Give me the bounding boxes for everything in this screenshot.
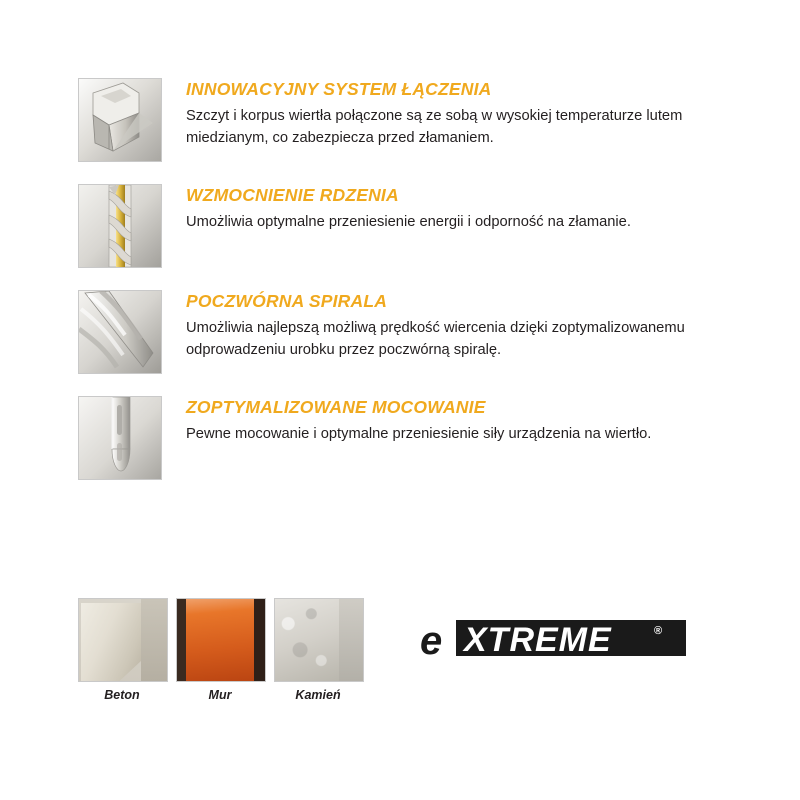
feature-text: Umożliwia optymalne przeniesienie energii i odporność na złamanie. (186, 214, 631, 231)
feature-thumbnail-wrap (78, 78, 160, 162)
material-label: Mur (208, 688, 232, 702)
feature-text: Szczyt i korpus wiertła połączone są ze sobą w wysokiej temperaturze lutem miedzianym, co zabezpiecza przed złamaniem. (186, 108, 683, 146)
feature-thumbnail-wrap (78, 290, 160, 374)
svg-text:®: ® (654, 625, 663, 637)
material-label: Beton (104, 688, 140, 702)
drill-flute-illustration (79, 291, 161, 373)
material-item-mur (176, 598, 264, 702)
stone-sample-image (274, 598, 364, 682)
material-list (78, 598, 372, 702)
drill-tip-illustration (79, 79, 161, 161)
drill-shank-icon (78, 396, 162, 480)
feature-item (0, 78, 800, 162)
feature-thumbnail-wrap (78, 184, 160, 268)
feature-body (186, 396, 800, 446)
drill-core-icon (78, 184, 162, 268)
material-item-beton (78, 598, 166, 702)
feature-body (186, 184, 800, 234)
extreme-logo (418, 614, 686, 666)
extreme-wordmark-icon (418, 614, 686, 666)
brick-sample-image (176, 598, 266, 682)
material-label: Kamień (295, 688, 341, 702)
drill-shank-illustration (79, 397, 161, 479)
feature-text: Pewne mocowanie i optymalne przeniesienie siły urządzenia na wiertło. (186, 426, 652, 443)
drill-flute-icon (78, 290, 162, 374)
feature-title: INNOWACYJNY SYSTEM ŁĄCZENIA (186, 79, 492, 99)
drill-core-illustration (79, 185, 161, 267)
feature-list (0, 78, 800, 502)
svg-text:XTREME: XTREME (464, 621, 612, 659)
feature-title: POCZWÓRNA SPIRALA (186, 291, 388, 311)
feature-item (0, 290, 800, 374)
material-item-kamien (274, 598, 362, 702)
svg-text:e: e (420, 619, 443, 663)
feature-item (0, 396, 800, 480)
concrete-sample-image (78, 598, 168, 682)
feature-thumbnail-wrap (78, 396, 160, 480)
drill-tip-icon (78, 78, 162, 162)
feature-text: Umożliwia najlepszą możliwą prędkość wiercenia dzięki zoptymalizowanemu odprowadzeniu urobku przez poczwórną spiralę. (186, 320, 685, 358)
feature-title: ZOPTYMALIZOWANE MOCOWANIE (186, 397, 486, 417)
feature-item (0, 184, 800, 268)
feature-title: WZMOCNIENIE RDZENIA (186, 185, 399, 205)
feature-body (186, 290, 800, 361)
feature-body (186, 78, 800, 149)
